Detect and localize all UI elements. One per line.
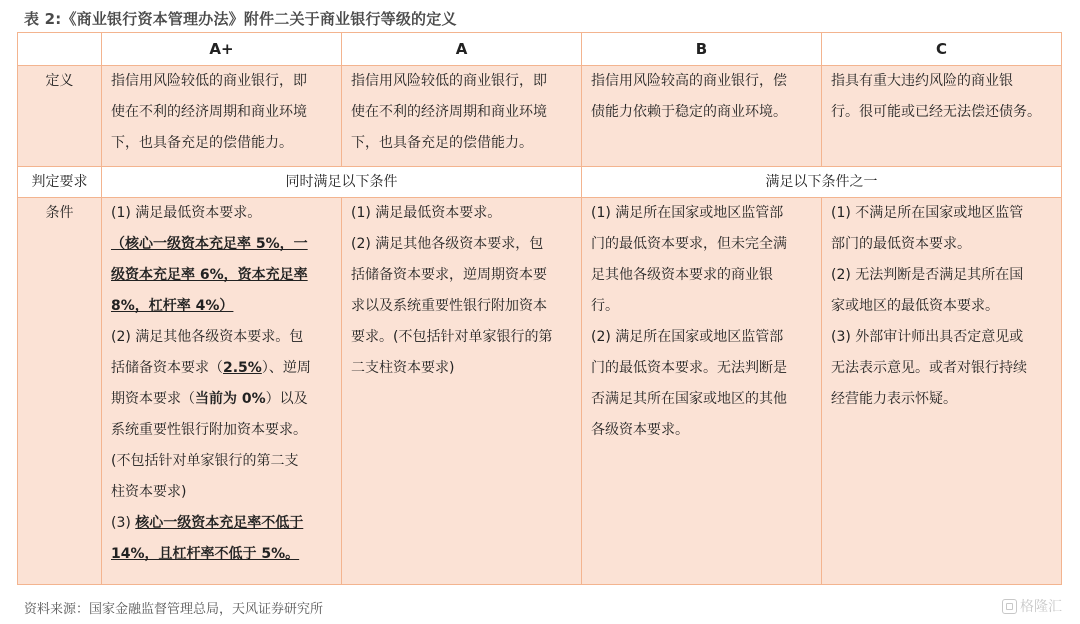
text-line-emphasis: （核心一级资本充足率 5%，一 [111,236,308,252]
text-run: ）、逆周 [261,360,311,376]
text-line [111,384,332,415]
text-line: 各级资本要求。 [591,422,689,438]
text-line [111,508,332,539]
definition-b [582,66,822,167]
text-line: 柱资本要求) [111,484,187,500]
watermark-logo-icon [1002,599,1017,614]
watermark [1002,596,1062,616]
text-run: 括储备资本要求（ [111,360,223,376]
text-line: (2) 满足其他各级资本要求。包 [111,329,304,345]
conditions-c [822,198,1062,585]
text-run-emphasis: 2.5% [223,360,262,376]
text-line: 使在不利的经济周期和商业环境 [111,104,307,120]
requirement-row [18,167,1062,198]
text-line: 下，也具备充足的偿借能力。 [351,135,533,151]
text-line: 门的最低资本要求，但未完全满 [591,236,787,252]
table-title: 表 2:《商业银行资本管理办法》附件二关于商业银行等级的定义 [24,10,457,28]
text-line: 指信用风险较高的商业银行，偿 [591,73,787,89]
text-line-emphasis: 14%，且杠杆率不低于 5%。 [111,546,300,562]
text-line-emphasis: 8%，杠杆率 4%） [111,298,234,314]
watermark-text: 格隆汇 [1020,599,1062,615]
definition-c [822,66,1062,167]
header-a: A [342,33,582,66]
text-line: 行。很可能或已经无法偿还债务。 [831,104,1041,120]
conditions-row [18,198,1062,585]
text-line: 下，也具备充足的偿借能力。 [111,135,293,151]
text-line: (2) 无法判断是否满足其所在国 [831,267,1024,283]
text-line: 部门的最低资本要求。 [831,236,971,252]
conditions-aplus [102,198,342,585]
text-line: 二支柱资本要求) [351,360,455,376]
text-line-emphasis: 级资本充足率 6%，资本充足率 [111,267,308,283]
text-line: (2) 满足其他各级资本要求，包 [351,236,544,252]
text-line: 家或地区的最低资本要求。 [831,298,999,314]
header-b: B [582,33,822,66]
row-label-requirement: 判定要求 [18,167,102,198]
text-line: (1) 满足最低资本要求。 [351,205,502,221]
text-run: 期资本要求（ [111,391,195,407]
text-line: 行。 [591,298,619,314]
requirement-all: 同时满足以下条件 [102,167,582,198]
header-row [18,33,1062,66]
definition-aplus [102,66,342,167]
header-c: C [822,33,1062,66]
text-line: 否满足其所在国家或地区的其他 [591,391,787,407]
text-line: 指信用风险较低的商业银行，即 [111,73,307,89]
requirement-any: 满足以下条件之一 [582,167,1062,198]
text-line: (1) 满足最低资本要求。 [111,205,262,221]
text-line: 使在不利的经济周期和商业环境 [351,104,547,120]
text-line: 债能力依赖于稳定的商业环境。 [591,104,787,120]
text-line: 要求。(不包括针对单家银行的第 [351,329,553,345]
row-label-conditions: 条件 [18,198,102,585]
text-line: (2) 满足所在国家或地区监管部 [591,329,784,345]
text-line: 指具有重大违约风险的商业银 [831,73,1013,89]
row-label-definition: 定义 [18,66,102,167]
text-line: 足其他各级资本要求的商业银 [591,267,773,283]
conditions-a [342,198,582,585]
source-note: 资料来源：国家金融监督管理总局，天风证券研究所 [24,602,324,617]
text-run-emphasis: 核心一级资本充足率不低于 [135,515,304,531]
text-line: 指信用风险较低的商业银行，即 [351,73,547,89]
bank-rating-table [17,32,1062,585]
text-run-emphasis: 当前为 0% [195,391,266,407]
text-run: ）以及 [265,391,308,407]
text-line: (1) 不满足所在国家或地区监管 [831,205,1024,221]
text-line: (3) 外部审计师出具否定意见或 [831,329,1024,345]
header-empty [18,33,102,66]
text-line: (不包括针对单家银行的第二支 [111,453,299,469]
text-line: 无法表示意见。或者对银行持续 [831,360,1027,376]
text-line: 门的最低资本要求。无法判断是 [591,360,787,376]
text-run: (3) [111,515,136,531]
definition-a [342,66,582,167]
text-line: 经营能力表示怀疑。 [831,391,957,407]
text-line: (1) 满足所在国家或地区监管部 [591,205,784,221]
text-line: 括储备资本要求，逆周期资本要 [351,267,547,283]
definition-row [18,66,1062,167]
conditions-b [582,198,822,585]
text-line: 求以及系统重要性银行附加资本 [351,298,547,314]
text-line [111,353,332,384]
text-line: 系统重要性银行附加资本要求。 [111,422,307,438]
header-aplus: A+ [102,33,342,66]
